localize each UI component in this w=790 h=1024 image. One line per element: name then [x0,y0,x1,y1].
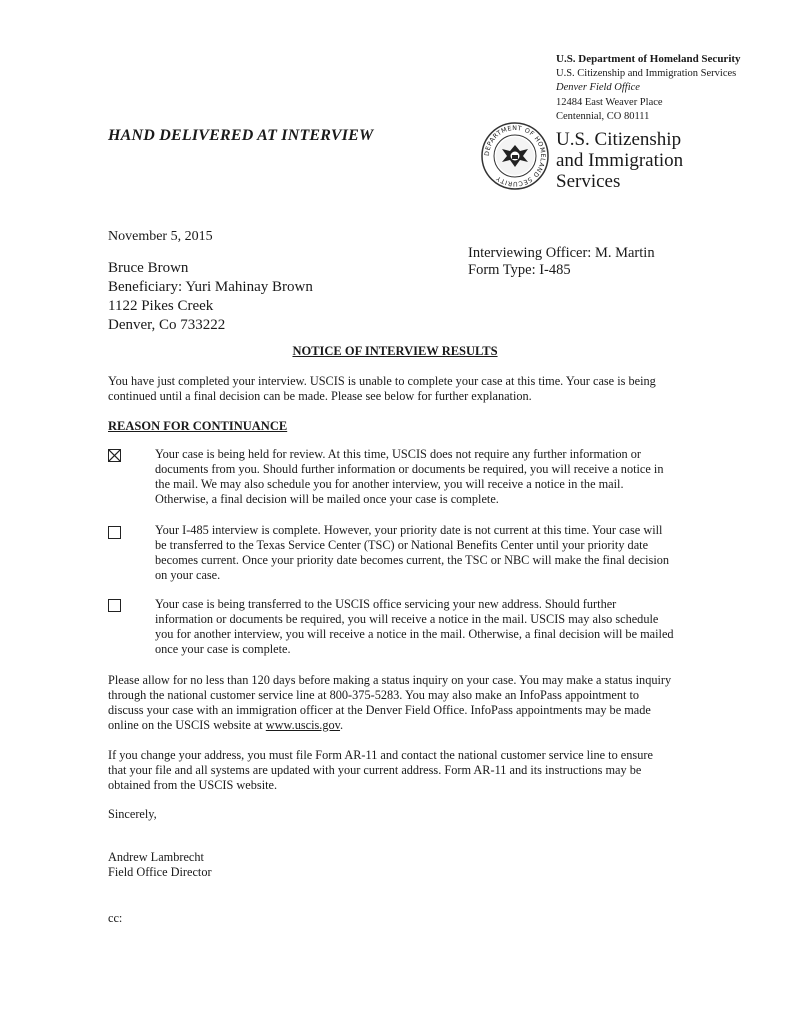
cc-line: cc: [108,911,123,925]
recipient-street: 1122 Pikes Creek [108,298,214,314]
checkbox-x-mark-icon [109,450,120,461]
option-3-text: Your case is being transferred to the USCIS office servicing your new address. Should further information or documents be required, you will receive a notice in the mail. USCIS may also schedule you for another interview, you will receive a notice in the mail. Otherwise, a final decision will be mailed once your case is complete. [155,597,674,656]
seal-ring-text: DEPARTMENT OF HOMELAND SECURITY [483,124,547,188]
option-3-checkbox[interactable] [108,599,121,612]
option-1-checkbox[interactable] [108,449,121,462]
service-name: U.S. Citizenship and Immigration Services [556,67,737,79]
option-1-text: Your case is being held for review. At this time, USCIS does not require any further information or documents from you. Should further information or documents be required, you will receive a notice in the mail. We may also schedule you for another interview, you will receive a notice in the mail. Otherwise, a final decision will be mailed once your case is complete. [155,447,664,506]
form-type: Form Type: I-485 [468,262,571,278]
signature-block [108,850,212,880]
uscis-website-link[interactable]: www.uscis.gov [265,718,341,732]
agency-header [556,52,786,125]
signer-title: Field Office Director [108,865,212,879]
status-inquiry-text: Please allow for no less than 120 days before making a status inquiry on your case. You may make a status inquiry through the national customer service line at 800-375-5283. You may also make an InfoPass appointment to discuss your case with an immigration officer at the Denver Field Office. InfoPass appointments may be made online on the USCIS website at [108,673,672,732]
beneficiary-label: Beneficiary: [108,279,183,295]
intro-paragraph: You have just completed your interview. USCIS is unable to complete your case at this time. Your case is being continued until a final decision can be made. Please see below for further explanation. [108,374,656,403]
reason-heading: REASON FOR CONTINUANCE [108,419,288,433]
logo-title-line-2: and Immigration [556,150,684,171]
beneficiary-name: Yuri Mahinay Brown [185,279,313,295]
status-inquiry-paragraph [108,673,673,733]
officer-info [468,245,655,279]
recipient-address [108,259,313,335]
uscis-logo-title [556,129,776,192]
recipient-city: Denver, Co 733222 [108,317,226,333]
status-inquiry-tail: . [340,718,344,732]
office-street: 12484 East Weaver Place [556,96,663,108]
logo-title-line-1: U.S. Citizenship [556,129,682,150]
address-change-paragraph: If you change your address, you must file Form AR-11 and contact the national customer service line to ensure that your file and all systems are updated with your current address. Form AR-11 and its instructions may be obtained from the USCIS website. [108,748,653,792]
dhs-seal-logo [480,121,550,191]
option-2-checkbox[interactable] [108,526,121,539]
interviewing-officer: Interviewing Officer: M. Martin [468,245,655,261]
closing: Sincerely, [108,807,157,821]
option-2-text: Your I-485 interview is complete. However, your priority date is not current at this time. Your case will be transferred to the Texas Service Center (TSC) or National Benefits Center until your priority date becomes current. Once your priority date becomes current, the TSC or NBC will make the final decision on your case. [155,523,670,582]
signer-name: Andrew Lambrecht [108,850,204,864]
beneficiary-line [108,278,313,297]
notice-title: NOTICE OF INTERVIEW RESULTS [292,344,498,358]
recipient-name: Bruce Brown [108,260,189,276]
office-city: Centennial, CO 80111 [556,111,650,122]
hand-delivered-heading: HAND DELIVERED AT INTERVIEW [108,127,374,144]
field-office-name: Denver Field Office [556,82,640,93]
logo-title-line-3: Services [556,171,621,192]
letter-date: November 5, 2015 [108,229,213,244]
department-name: U.S. Department of Homeland Security [556,53,741,65]
